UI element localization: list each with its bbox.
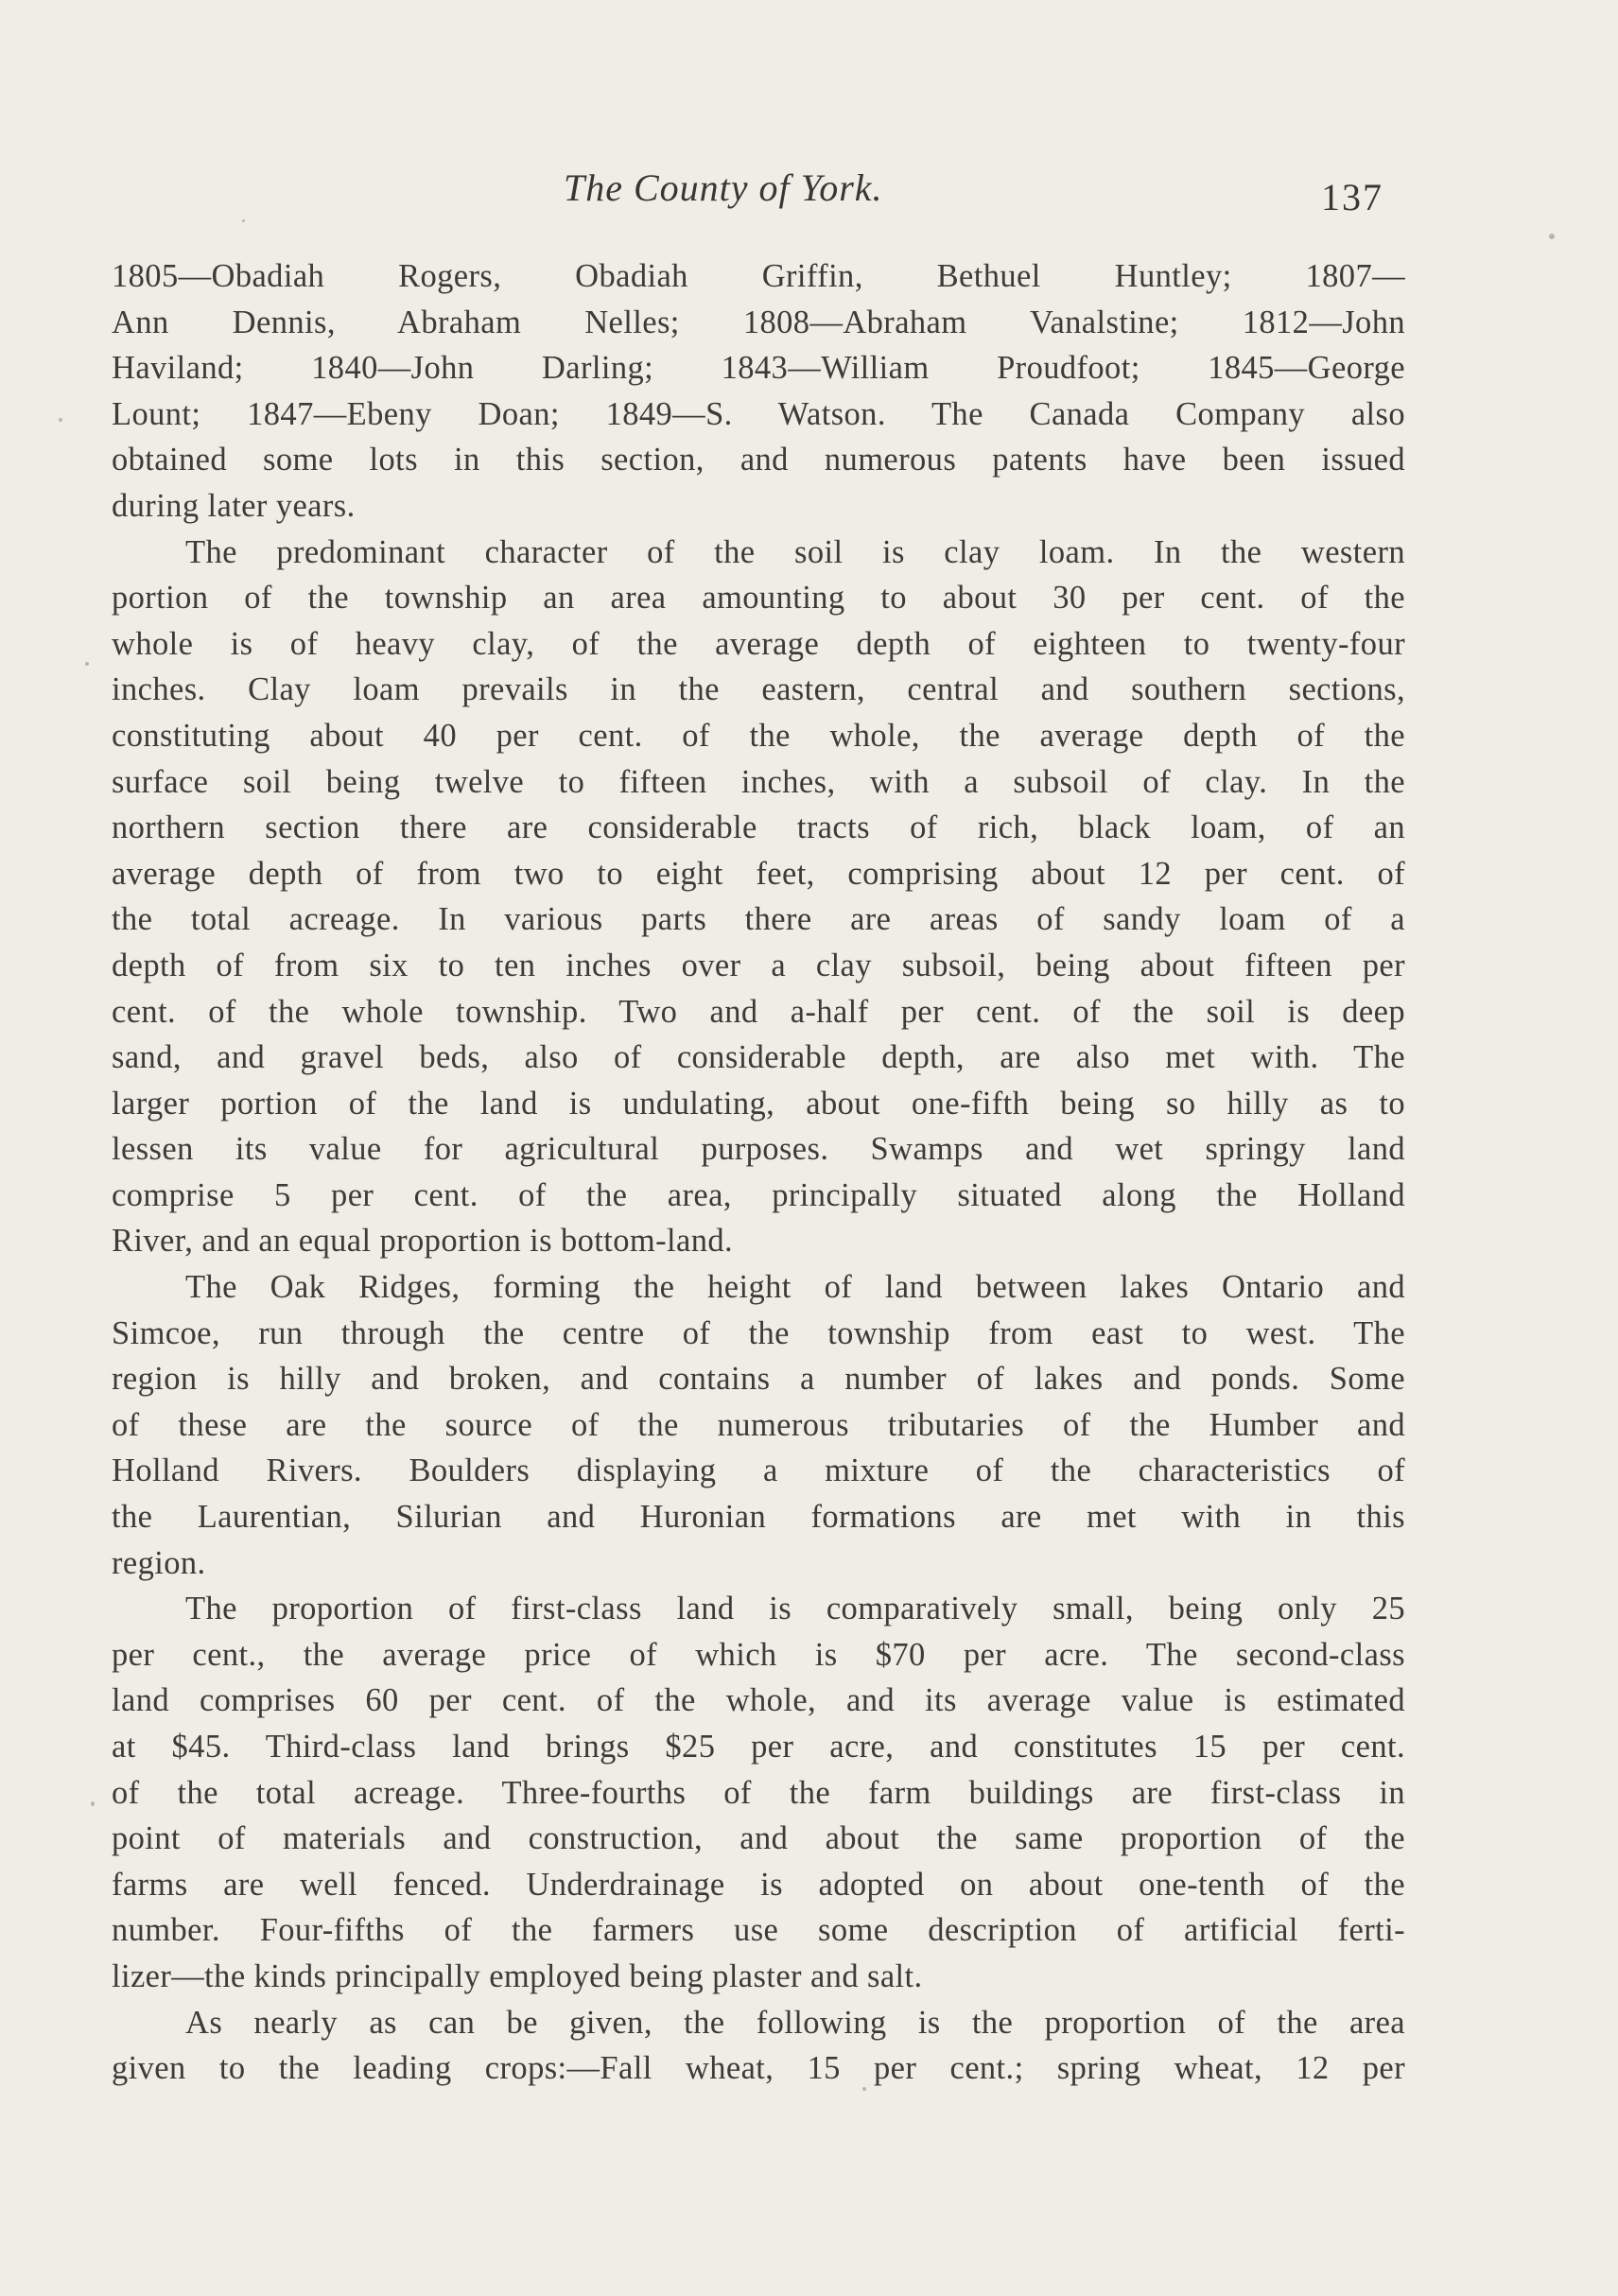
text-line: per cent., the average price of which is $70 per acre. The second-class — [112, 1636, 1405, 1673]
body-text — [112, 253, 1405, 2092]
text-line: lessen its value for agricultural purposes. Swamps and wet springy land — [112, 1131, 1405, 1168]
text-line: of these are the source of the numerous tributaries of the Humber and — [112, 1406, 1405, 1443]
text-line: whole is of heavy clay, of the average depth of eighteen to twenty-four — [112, 625, 1405, 662]
text-line: land comprises 60 per cent. of the whole, and its average value is estimated — [112, 1682, 1405, 1719]
text-line: region. — [112, 1544, 206, 1581]
text-line: given to the leading crops:—Fall wheat, 15 per cent.; spring wheat, 12 per — [112, 2050, 1405, 2087]
text-line: comprise 5 per cent. of the area, principally situated along the Holland — [112, 1176, 1405, 1213]
text-line: depth of from six to ten inches over a clay subsoil, being about fifteen per — [112, 947, 1405, 983]
page-number: 137 — [1321, 176, 1383, 218]
text-line: 1805—Obadiah Rogers, Obadiah Griffin, Bethuel Huntley; 1807— — [112, 258, 1405, 294]
text-line: northern section there are considerable tracts of rich, black loam, of an — [112, 809, 1405, 846]
text-line: sand, and gravel beds, also of considerable depth, are also met with. The — [112, 1039, 1405, 1076]
text-line: region is hilly and broken, and contains a number of lakes and ponds. Some — [112, 1361, 1405, 1398]
text-line: the total acreage. In various parts there are areas of sandy loam of a — [112, 901, 1405, 938]
running-head — [0, 165, 1618, 222]
text-line: lizer—the kinds principally employed being plaster and salt. — [112, 1957, 923, 1994]
text-line: Ann Dennis, Abraham Nelles; 1808—Abraham Vanalstine; 1812—John — [112, 304, 1405, 340]
text-line: Haviland; 1840—John Darling; 1843—William Proudfoot; 1845—George — [112, 350, 1405, 387]
text-line: at $45. Third-class land brings $25 per acre, and constitutes 15 per cent. — [112, 1729, 1405, 1765]
text-line: Lount; 1847—Ebeny Doan; 1849—S. Watson. The Canada Company also — [112, 395, 1405, 432]
text-line: constituting about 40 per cent. of the whole, the average depth of the — [112, 717, 1405, 754]
text-line: obtained some lots in this section, and numerous patents have been issued — [112, 442, 1405, 478]
text-line: Simcoe, run through the centre of the township from east to west. The — [112, 1314, 1405, 1351]
text-line: point of materials and construction, and about the same proportion of the — [112, 1820, 1405, 1857]
text-line: average depth of from two to eight feet, comprising about 12 per cent. of — [112, 855, 1405, 892]
text-line: cent. of the whole township. Two and a-half per cent. of the soil is deep — [112, 993, 1405, 1030]
text-line: during later years. — [112, 487, 356, 524]
text-line: The proportion of first-class land is comparatively small, being only 25 — [185, 1591, 1405, 1627]
text-line: The predominant character of the soil is clay loam. In the western — [185, 533, 1405, 570]
text-line: portion of the township an area amounting to about 30 per cent. of the — [112, 580, 1405, 617]
text-line: larger portion of the land is undulating, about one-fifth being so hilly as to — [112, 1085, 1405, 1122]
text-line: inches. Clay loam prevails in the eastern, central and southern sections, — [112, 671, 1405, 708]
text-line: surface soil being twelve to fifteen inches, with a subsoil of clay. In the — [112, 763, 1405, 800]
text-line: of the total acreage. Three-fourths of the farm buildings are first-class in — [112, 1774, 1405, 1811]
text-line: River, and an equal proportion is bottom-land. — [112, 1223, 734, 1260]
text-line: number. Four-fifths of the farmers use some description of artificial ferti- — [112, 1912, 1405, 1949]
text-line: Holland Rivers. Boulders displaying a mixture of the characteristics of — [112, 1452, 1405, 1489]
running-title: The County of York. — [564, 166, 883, 209]
text-line: the Laurentian, Silurian and Huronian formations are met with in this — [112, 1499, 1405, 1536]
text-line: The Oak Ridges, forming the height of land between lakes Ontario and — [185, 1269, 1405, 1306]
text-line: As nearly as can be given, the following is the proportion of the area — [185, 2004, 1405, 2041]
text-line: farms are well fenced. Underdrainage is adopted on about one-tenth of the — [112, 1866, 1405, 1903]
